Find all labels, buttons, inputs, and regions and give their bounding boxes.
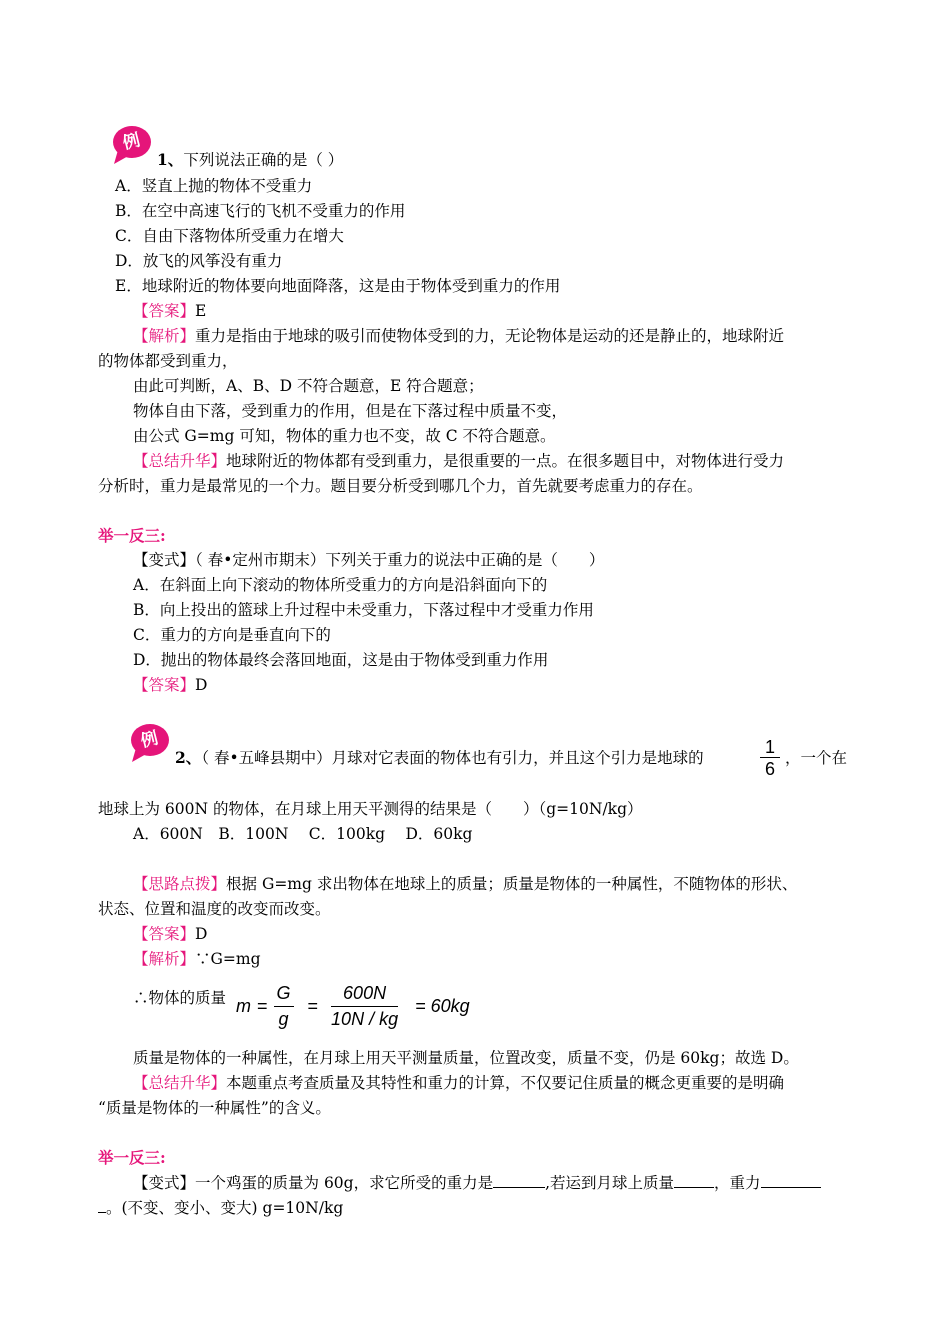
variant-1-question: [133, 550, 604, 570]
hint-2-line-1: [133, 874, 797, 894]
variant-1-answer: [133, 675, 207, 695]
variant-2-line-2: [98, 1197, 343, 1218]
variant-2-text-d: 。(不变、变小、变大) g=10N/kg: [106, 1199, 344, 1217]
hint-2-line-2: 状态、位置和温度的改变而改变。: [98, 900, 331, 918]
analysis-1-text-1: 重力是指由于地球的吸引而使物体受到的力，无论物体是运动的还是静止的，地球附近: [195, 327, 785, 345]
formula-eq-1: =: [257, 996, 268, 1016]
formula-f2-den: 10N / kg: [331, 1009, 399, 1029]
hint-2-text-1: 根据 G=mg 求出物体在地球上的质量；质量是物体的一种属性，不随物体的形状、: [226, 875, 798, 893]
question-1-option-c: C．自由下落物体所受重力在增大: [115, 227, 344, 245]
analysis-1-line-3: 由此可判断，A、B、D 不符合题意，E 符合题意；: [133, 377, 484, 395]
analysis-1-tag: 【解析】: [133, 327, 196, 345]
question-2-line-1: [175, 748, 704, 768]
question-2-frac-num: 1: [760, 737, 780, 758]
variant-heading-2: 举一反三:: [98, 1148, 166, 1167]
analysis-2-line-1: [133, 949, 261, 969]
answer-2: [133, 924, 207, 944]
formula-fraction-2: [328, 983, 401, 1030]
question-1-number: 1: [157, 150, 168, 169]
example-badge-1: [110, 124, 154, 164]
hint-2-tag: 【思路点拨】: [133, 875, 227, 893]
summary-2-tag: 【总结升华】: [133, 1074, 227, 1092]
variant-2-text-c: ，重力: [714, 1174, 761, 1192]
analysis-1-line-2: 的物体都受到重力，: [98, 352, 238, 370]
question-2-number: 2: [175, 748, 186, 767]
analysis-2-last: 质量是物体的一种属性，在月球上用天平测量质量，位置改变，质量不变，仍是 60kg；故选 D。: [133, 1049, 799, 1067]
analysis-1-line-1: [133, 326, 784, 346]
variant-1-answer-tag: 【答案】: [133, 676, 196, 694]
formula-f1-num: G: [274, 983, 294, 1007]
question-2-frac-den: 6: [764, 759, 775, 779]
analysis-2-text-1: ∵G=mg: [195, 950, 261, 968]
summary-1-tag: 【总结升华】: [133, 452, 227, 470]
question-2-line-2: 地球上为 600N 的物体，在月球上用天平测得的结果是（ ）（g=10N/kg）: [98, 800, 643, 818]
analysis-2-tag: 【解析】: [133, 950, 196, 968]
variant-1-option-b: B．向上投出的篮球上升过程中未受重力，下落过程中才受重力作用: [133, 601, 594, 619]
variant-1-option-d: D．抛出的物体最终会落回地面，这是由于物体受到重力作用: [133, 651, 549, 669]
variant-1-answer-value: D: [195, 676, 208, 694]
question-2-text-b: ，一个在: [785, 749, 848, 767]
variant-1-option-a: A．在斜面上向下滚动的物体所受重力的方向是沿斜面向下的: [133, 576, 548, 594]
question-1-text: 下列说法正确的是（ ）: [183, 151, 344, 169]
question-1-option-a: A．竖直上抛的物体不受重力: [115, 177, 313, 195]
variant-2-text-b: ,若运到月球上质量: [545, 1174, 675, 1192]
example-badge-1-text: 例: [120, 130, 143, 154]
summary-1-line-2: 分析时，重力是最常见的一个力。题目要分析受到哪几个力，首先就要考虑重力的存在。: [98, 477, 703, 495]
question-2-fraction: [760, 737, 780, 780]
answer-2-value: D: [195, 925, 208, 943]
variant-2-tag: 【变式】: [133, 1174, 196, 1192]
answer-1: [133, 301, 206, 321]
variant-heading-1: 举一反三:: [98, 526, 166, 545]
summary-2-line-1: [133, 1073, 784, 1093]
summary-1-text-1: 地球附近的物体都有受到重力，是很重要的一点。在很多题目中，对物体进行受力: [226, 452, 785, 470]
answer-1-tag: 【答案】: [133, 302, 196, 320]
variant-2-blank-2: [674, 1172, 714, 1188]
mass-formula: [236, 983, 470, 1030]
variant-2-line-1: [133, 1172, 821, 1193]
analysis-1-line-5: 由公式 G=mg 可知，物体的重力也不变，故 C 不符合题意。: [133, 427, 556, 445]
question-1-option-d: D．放飞的风筝没有重力: [115, 252, 283, 270]
question-1-option-b: B．在空中高速飞行的飞机不受重力的作用: [115, 202, 406, 220]
answer-1-value: E: [195, 302, 207, 320]
question-1: [157, 150, 343, 170]
variant-2-blank-3: [761, 1172, 821, 1188]
summary-2-text-1: 本题重点考查质量及其特性和重力的计算，不仅要记住质量的概念更重要的是明确: [226, 1074, 785, 1092]
analysis-2-therefore: ∴物体的质量: [133, 989, 227, 1007]
variant-1-tag: 【变式】: [133, 551, 196, 569]
question-2-sep: 、: [185, 748, 202, 767]
formula-result: = 60kg: [415, 996, 470, 1016]
question-2-options: A．600N B．100N C．100kg D．60kg: [133, 825, 473, 843]
formula-lhs: m: [236, 996, 251, 1016]
variant-1-text: （ 春•定州市期末）下列关于重力的说法中正确的是（ ）: [195, 551, 605, 569]
answer-2-tag: 【答案】: [133, 925, 196, 943]
summary-1-line-1: [133, 451, 784, 471]
summary-2-line-2: “质量是物体的一种属性”的含义。: [98, 1099, 331, 1117]
formula-f2-num: 600N: [331, 983, 398, 1007]
question-1-sep: 、: [167, 150, 184, 169]
formula-fraction-1: [274, 983, 294, 1030]
variant-1-option-c: C．重力的方向是垂直向下的: [133, 626, 331, 644]
formula-f1-den: g: [278, 1009, 289, 1029]
formula-eq-2: =: [307, 996, 319, 1016]
analysis-1-line-4: 物体自由下落，受到重力的作用，但是在下落过程中质量不变，: [133, 402, 568, 420]
question-1-option-e: E．地球附近的物体要向地面降落，这是由于物体受到重力的作用: [115, 277, 561, 295]
variant-2-text-a: 一个鸡蛋的质量为 60g，求它所受的重力是: [195, 1174, 494, 1192]
variant-2-blank-1: [493, 1172, 545, 1188]
example-badge-2-text: 例: [138, 728, 161, 752]
variant-2-blank-3-cont: [98, 1197, 106, 1213]
question-2-text-a: （ 春•五峰县期中）月球对它表面的物体也有引力，并且这个引力是地球的: [201, 749, 704, 767]
example-badge-2: [128, 722, 172, 762]
